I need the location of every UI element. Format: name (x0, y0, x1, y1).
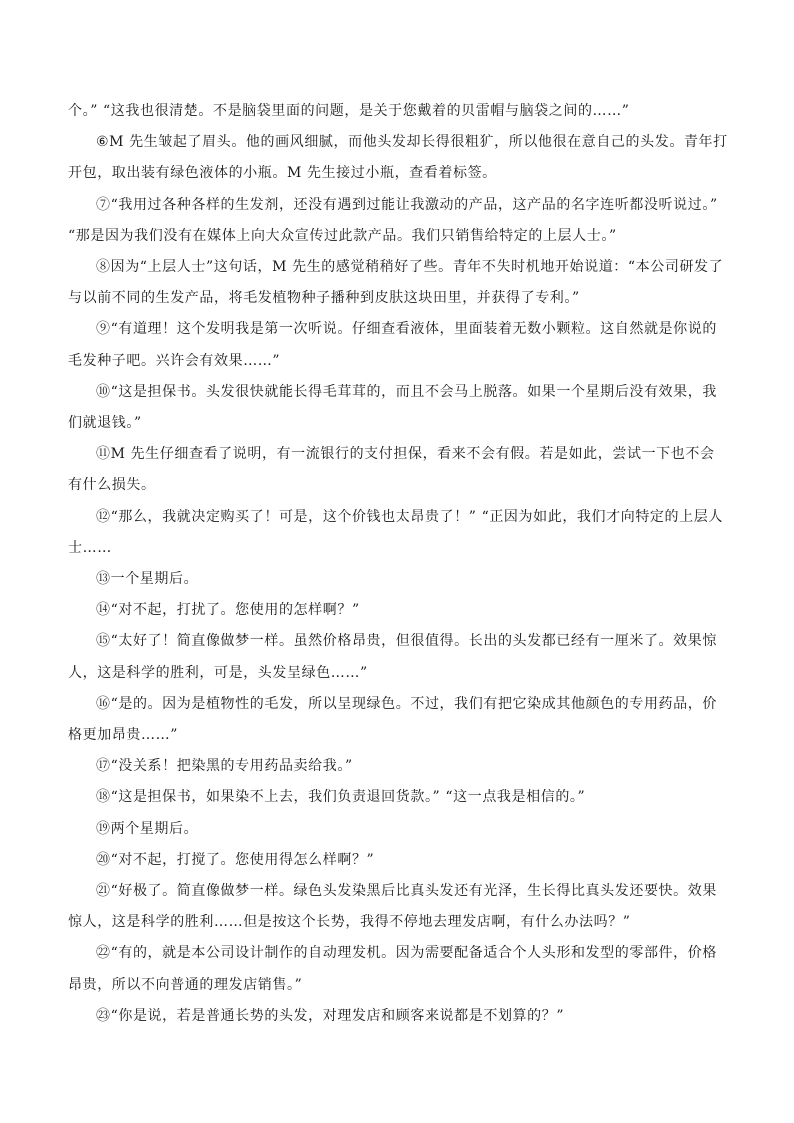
paragraph-22: ㉒“有的，就是本公司设计制作的自动理发机。因为需要配备适合个人头形和发型的零部件，价格昂贵，所以不向普通的理发店销售。” (68, 945, 717, 993)
paragraph-15: ⑮“太好了！简直像做梦一样。虽然价格昂贵，但很值得。长出的头发都已经有一厘米了。效果惊人，这是科学的胜利，可是，头发呈绿色……” (68, 633, 717, 681)
paragraph-21: ㉑“好极了。简直像做梦一样。绿色头发染黑后比真头发还有光泽，生长得比真头发还要快。效果惊人，这是科学的胜利……但是按这个长势，我得不停地去理发店啊，有什么办法吗？” (68, 883, 717, 931)
paragraph-11: ⑪M 先生仔细查看了说明，有一流银行的支付担保，看来不会有假。若是如此，尝试一下也不会有什么损失。 (68, 446, 715, 494)
paragraph-14: ⑭“对不起，打扰了。您使用的怎样啊？” (96, 602, 360, 619)
paragraph-23: ㉓“你是说，若是普通长势的头发，对理发店和顾客来说都是不划算的？” (96, 1007, 565, 1024)
paragraph-10: ⑩“这是担保书。头发很快就能长得毛茸茸的，而且不会马上脱落。如果一个星期后没有效果，我们就退钱。” (68, 383, 717, 432)
paragraph-17: ⑰“没关系！把染黑的专用药品卖给我。” (96, 758, 353, 775)
document-body (68, 96, 728, 1032)
paragraph-20: ⑳“对不起，打搅了。您使用得怎么样啊？” (96, 851, 375, 868)
paragraph-18: ⑱“这是担保书，如果染不上去，我们负责退回货款。” “这一点我是相信的。” (96, 789, 586, 806)
paragraph-12: ⑫“那么，我就决定购买了！可是，这个价钱也太昂贵了！” “正因为如此，我们才向特定的上层人士…… (68, 508, 723, 556)
paragraph-7: ⑦“我用过各种各样的生发剂，还没有遇到过能让我激动的产品，这产品的名字连听都没听说过。” “那是因为我们没有在媒体上向大众宣传过此款产品。我们只销售给特定的上层人士。” (68, 196, 718, 244)
paragraph-continuation: 个。” “这我也很清楚。不是脑袋里面的问题，是关于您戴着的贝雷帽与脑袋之间的……” (68, 103, 630, 119)
paragraph-9: ⑨“有道理！这个发明我是第一次听说。仔细查看液体，里面装着无数小颗粒。这自然就是你说的毛发种子吧。兴许会有效果……” (68, 321, 717, 369)
paragraph-6: ⑥M 先生皱起了眉头。他的画风细腻，而他头发却长得很粗犷，所以他很在意自己的头发。青年打开包，取出装有绿色液体的小瓶。M 先生接过小瓶，查看着标签。 (68, 134, 728, 182)
paragraph-16: ⑯“是的。因为是植物性的毛发，所以呈现绿色。不过，我们有把它染成其他颜色的专用药品，价格更加昂贵……” (68, 695, 717, 744)
paragraph-8: ⑧因为“上层人士”这句话，M 先生的感觉稍稍好了些。青年不失时机地开始说道：“本公司研发了与以前不同的生发产品，将毛发植物种子播种到皮肤这块田里，并获得了专利。” (68, 259, 724, 307)
paragraph-19: ⑲两个星期后。 (96, 820, 199, 837)
paragraph-13: ⑬一个星期后。 (96, 571, 199, 588)
